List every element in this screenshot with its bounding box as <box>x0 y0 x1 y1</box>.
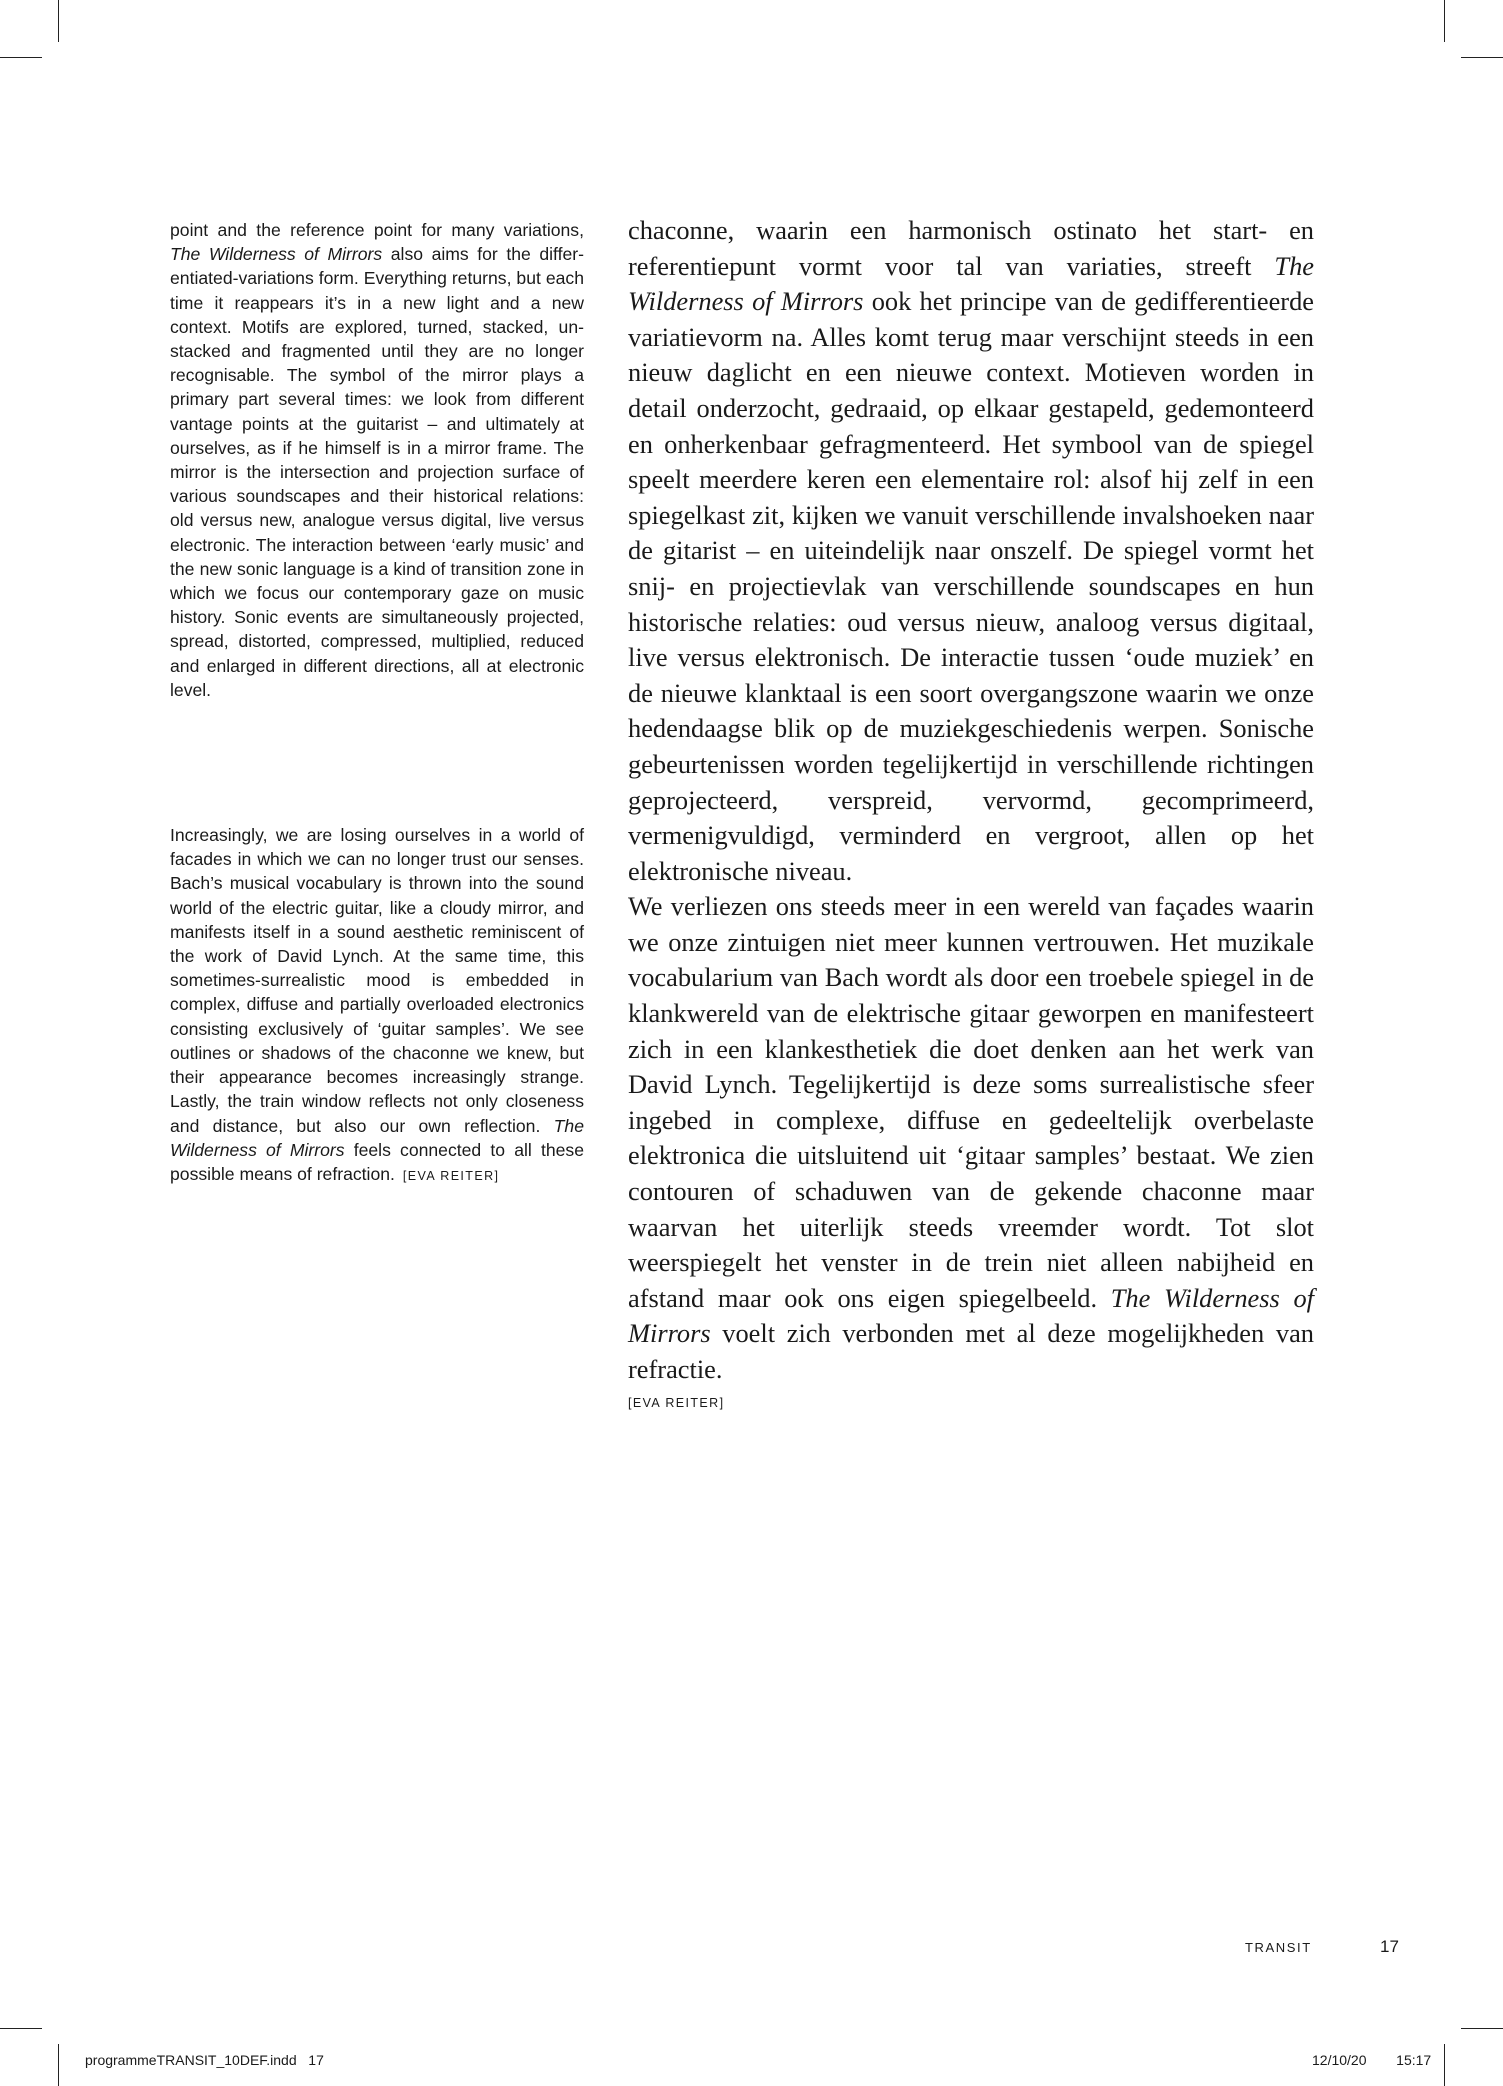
english-column <box>170 218 584 1188</box>
page-number: 17 <box>1380 1937 1399 1956</box>
crop-mark-top-right-horizontal <box>1461 57 1503 58</box>
crop-mark-bottom-right <box>1444 2044 1445 2086</box>
english-paragraph-2-work-title: The Wilderness of Mirrors <box>170 1115 584 1160</box>
dutch-paragraph-1-work-title: The Wilderness of Mirrors <box>628 250 1314 317</box>
dutch-paragraph-2-work-title: The Wilderness of Mirrors <box>628 1282 1314 1349</box>
dutch-column <box>628 213 1314 1412</box>
crop-mark-bottom-left <box>58 2044 59 2086</box>
english-paragraph-2 <box>170 823 584 1188</box>
english-paragraph-1 <box>170 218 584 702</box>
english-paragraph-1-part-b: also aims for the differentiated-variations form. Everything returns, but each time it reappears it’s in a new light and a new context. Motifs are explored, turned, stacked, unstacked and fragmented until they are no longer recognisable. The symbol of the mirror plays a primary part several times: we look from different vantage points at the guitarist – and ultimately at ourselves, as if he himself is in a mirror frame. The mirror is the intersection and projection surface of various soundscapes and their historical relations: old versus new, analogue versus digital, live versus electronic. The interaction between ‘early music’ and the new sonic language is a kind of transition zone in which we focus our contemporary gaze on music history. Sonic events are simultaneously projected, spread, distorted, compressed, multiplied, reduced and enlarged in different directions, all at electronic level. <box>170 244 584 700</box>
dutch-author-signature: [EVA REITER] <box>628 1395 725 1410</box>
dutch-paragraph-1 <box>628 213 1314 889</box>
dutch-paragraph-2-part-b: voelt zich verbonden met al deze mogelijkheden van refractie. <box>628 1318 1314 1384</box>
crop-mark-top-right <box>1444 0 1445 42</box>
crop-mark-bottom-right-horizontal <box>1461 2028 1503 2029</box>
slug-date-time: 12/10/20 15:17 <box>1312 2052 1432 2068</box>
dutch-paragraph-1-part-b: ook het principe van de gedifferentieerde variatievorm na. Alles komt terug maar verschijnt steeds in een nieuw daglicht en een nieuwe context. Motieven worden in detail onderzocht, gedraaid, op elkaar gestapeld, gedemonteerd en onherkenbaar gefragmenteerd. Het symbool van de spiegel speelt meerdere keren een elementaire rol: alsof hij zelf in een spiegelkast zit, kijken we vanuit verschillende invalshoeken naar de gitarist – en uiteindelijk naar onszelf. De spiegel vormt het snij- en projectievlak van verschillende soundscapes en hun historische relaties: oud versus nieuw, analoog versus digitaal, live versus elektronisch. De interactie tussen ‘oude muziek’ en de nieuwe klanktaal is een soort overgangszone waarin we onze hedendaagse blik op de muziekgeschiedenis werpen. Sonische gebeurtenissen worden tegelijkertijd in verschillende richtingen geprojecteerd, verspreid, vervormd, gecomprimeerd, vermenigvuldigd, verminderd en vergroot, allen op het elektronische niveau. <box>628 286 1314 886</box>
slug-file-name: programmeTRANSIT_10DEF.indd 17 <box>85 2052 324 2068</box>
crop-mark-bottom-left-horizontal <box>0 2028 42 2029</box>
english-paragraph-2-part-a: Increasingly, we are losing ourselves in a world of facades in which we can no longer trust our senses. Bach’s musical vocabulary is thrown into the sound world of the electric guitar, like a cloudy mirror, and manifests itself in a sound aesthetic reminiscent of the work of David Lynch. At the same time, this sometimes-surrealistic mood is embedded in complex, diffuse and partially overloaded electronics consisting exclusively of ‘guitar samples’. We see outlines or shadows of the chaconne we knew, but their appearance becomes increasingly strange. Lastly, the train window reflects not only closeness and distance, but also our own reflection. <box>170 825 584 1136</box>
crop-mark-top-left <box>58 0 59 42</box>
english-paragraph-2-part-b: feels connected to all these possible means of refraction. <box>170 1139 584 1184</box>
english-author-signature: [EVA REITER] <box>402 1168 500 1183</box>
dutch-paragraph-2-part-a: We verliezen ons steeds meer in een wereld van façades waarin we onze zintuigen niet meer kunnen vertrouwen. Het muzikale vocabularium van Bach wordt als door een troebele spiegel in de klankwereld van de elektrische gitaar geworpen en manifesteert zich in een klankesthetiek die doet denken aan het werk van David Lynch. Tegelijkertijd is deze soms surrealistische sfeer ingebed in complexe, diffuse en gedeeltelijk overbelaste elektronica die uitsluitend uit ‘gitaar samples’ bestaat. We zien contouren of schaduwen van de gekende chaconne maar waarvan het uiterlijk steeds vreemder wordt. Tot slot weerspiegelt het venster in de trein niet alleen nabijheid en afstand maar ook ons eigen spiegelbeeld. <box>628 891 1314 1313</box>
english-paragraph-1-part-a: point and the reference point for many variations, <box>170 220 584 240</box>
publication-name: TRANSIT <box>1245 1940 1312 1955</box>
crop-mark-top-left-horizontal <box>0 57 42 58</box>
dutch-paragraph-1-part-a: chaconne, waarin een harmonisch ostinato het start- en referentiepunt vormt voor tal van variaties, streeft <box>628 215 1314 281</box>
dutch-paragraph-2 <box>628 889 1314 1387</box>
english-paragraph-1-work-title: The Wilderness of Mirrors <box>170 244 383 265</box>
